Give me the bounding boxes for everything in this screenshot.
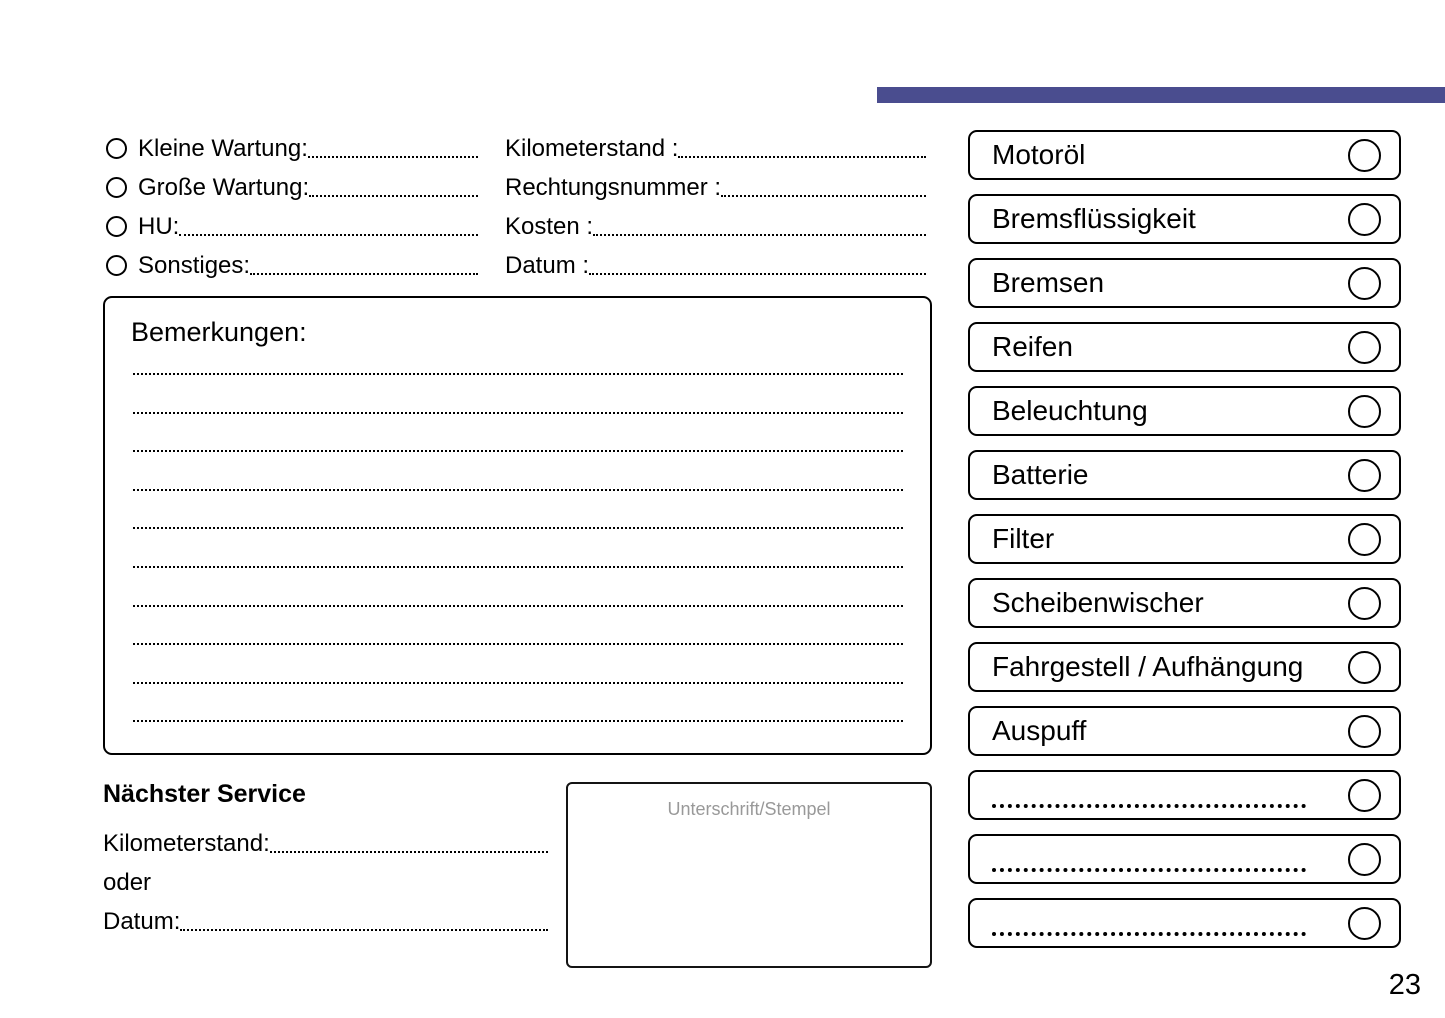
next-service-oder xyxy=(103,860,548,899)
radio-circle-icon[interactable] xyxy=(106,255,127,276)
fill-in-line[interactable] xyxy=(308,156,478,158)
checklist-item-bremsen xyxy=(968,258,1401,308)
fill-in-line[interactable] xyxy=(992,932,1306,936)
remark-line[interactable] xyxy=(133,605,903,644)
signature-stamp-label: Unterschrift/Stempel xyxy=(667,799,831,819)
remark-line[interactable] xyxy=(133,373,903,412)
service-type-row-hu xyxy=(106,204,478,243)
service-type-row-sonstiges xyxy=(106,243,478,282)
checklist-item-label: Beleuchtung xyxy=(992,395,1148,426)
checklist-item-label: Filter xyxy=(992,523,1055,554)
checklist-item-filter xyxy=(968,514,1401,564)
checklist-item-label: Motoröl xyxy=(992,139,1086,170)
checklist-item-beleuchtung xyxy=(968,386,1401,436)
checklist-item-blank-1 xyxy=(968,770,1401,820)
fill-in-line[interactable] xyxy=(180,929,548,931)
checklist-item-label: Scheibenwischer xyxy=(992,587,1204,618)
fill-in-line[interactable] xyxy=(179,234,478,236)
next-service-datum xyxy=(103,899,548,938)
checklist-item-label: Auspuff xyxy=(992,715,1087,746)
fill-in-line[interactable] xyxy=(309,195,478,197)
accent-bar xyxy=(877,87,1445,103)
check-circle-icon[interactable] xyxy=(1348,907,1381,940)
service-type-label: Kleine Wartung: xyxy=(138,135,308,162)
remarks-box xyxy=(103,296,932,755)
fill-in-line[interactable] xyxy=(250,273,478,275)
service-type-row-kleine-wartung xyxy=(106,126,478,165)
check-circle-icon[interactable] xyxy=(1348,651,1381,684)
checklist-item-motoroel xyxy=(968,130,1401,180)
radio-circle-icon[interactable] xyxy=(106,216,127,237)
checklist-item-label: Fahrgestell / Aufhängung xyxy=(992,651,1304,682)
field-label: oder xyxy=(103,869,152,896)
check-circle-icon[interactable] xyxy=(1348,267,1381,300)
checklist-item-auspuff xyxy=(968,706,1401,756)
field-rechtungsnummer xyxy=(505,165,926,204)
remark-line[interactable] xyxy=(133,566,903,605)
service-type-group xyxy=(106,126,478,282)
field-kilometerstand xyxy=(505,126,926,165)
service-type-label: Sonstiges: xyxy=(138,252,251,279)
remark-line[interactable] xyxy=(133,643,903,682)
checklist-item-bremsfluessigkeit xyxy=(968,194,1401,244)
fill-in-line[interactable] xyxy=(992,868,1306,872)
field-label: Rechtungsnummer : xyxy=(505,174,722,201)
check-circle-icon[interactable] xyxy=(1348,715,1381,748)
remark-line[interactable] xyxy=(133,682,903,721)
field-label: Kilometerstand: xyxy=(103,830,270,857)
page-number: 23 xyxy=(1388,969,1421,1001)
service-details-group xyxy=(505,126,926,282)
fill-in-line[interactable] xyxy=(721,195,926,197)
next-service-title: Nächster Service xyxy=(103,780,306,808)
radio-circle-icon[interactable] xyxy=(106,138,127,159)
checklist-item-fahrgestell-aufhaengung xyxy=(968,642,1401,692)
check-circle-icon[interactable] xyxy=(1348,523,1381,556)
remark-line[interactable] xyxy=(133,450,903,489)
fill-in-line[interactable] xyxy=(992,804,1306,808)
inspection-checklist xyxy=(968,130,1401,962)
check-circle-icon[interactable] xyxy=(1348,395,1381,428)
checklist-item-batterie xyxy=(968,450,1401,500)
field-label: Datum: xyxy=(103,908,181,935)
next-service-kilometerstand xyxy=(103,821,548,860)
remark-line[interactable] xyxy=(133,412,903,451)
check-circle-icon[interactable] xyxy=(1348,779,1381,812)
radio-circle-icon[interactable] xyxy=(106,177,127,198)
checklist-item-label: Batterie xyxy=(992,459,1089,490)
remarks-title: Bemerkungen: xyxy=(131,317,307,347)
checklist-item-label: Bremsflüssigkeit xyxy=(992,203,1196,234)
checklist-item-blank-3 xyxy=(968,898,1401,948)
checklist-item-scheibenwischer xyxy=(968,578,1401,628)
field-datum xyxy=(505,243,926,282)
service-type-label: HU: xyxy=(138,213,180,240)
checklist-item-blank-2 xyxy=(968,834,1401,884)
remarks-lines xyxy=(133,373,903,759)
check-circle-icon[interactable] xyxy=(1348,843,1381,876)
checklist-item-label: Bremsen xyxy=(992,267,1105,298)
checklist-item-reifen xyxy=(968,322,1401,372)
field-label: Datum : xyxy=(505,252,590,279)
next-service-section xyxy=(103,779,548,938)
remark-line[interactable] xyxy=(133,720,903,759)
service-type-row-grosse-wartung xyxy=(106,165,478,204)
check-circle-icon[interactable] xyxy=(1348,587,1381,620)
check-circle-icon[interactable] xyxy=(1348,203,1381,236)
checklist-item-label: Reifen xyxy=(992,331,1073,362)
remark-line[interactable] xyxy=(133,489,903,528)
fill-in-line[interactable] xyxy=(678,156,926,158)
check-circle-icon[interactable] xyxy=(1348,331,1381,364)
field-kosten xyxy=(505,204,926,243)
service-type-label: Große Wartung: xyxy=(138,174,310,201)
signature-stamp-box[interactable] xyxy=(566,782,932,968)
check-circle-icon[interactable] xyxy=(1348,459,1381,492)
field-label: Kilometerstand : xyxy=(505,135,679,162)
fill-in-line[interactable] xyxy=(589,273,926,275)
field-label: Kosten : xyxy=(505,213,594,240)
remark-line[interactable] xyxy=(133,527,903,566)
check-circle-icon[interactable] xyxy=(1348,139,1381,172)
fill-in-line[interactable] xyxy=(593,234,926,236)
fill-in-line[interactable] xyxy=(270,851,548,853)
